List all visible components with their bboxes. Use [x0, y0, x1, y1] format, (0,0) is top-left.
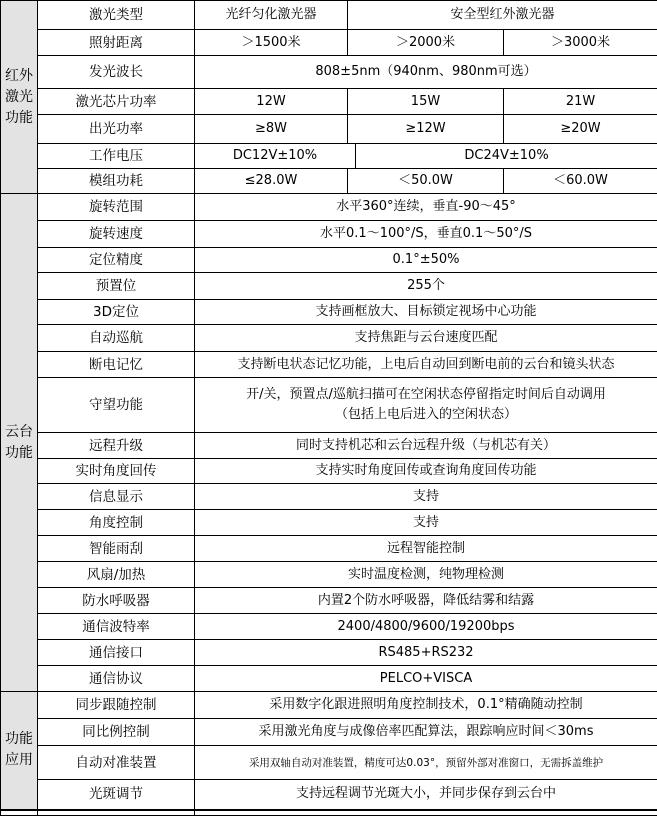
cell-value: 21W [504, 89, 657, 115]
row-label: 激光芯片功率 [38, 89, 195, 115]
table-bottom-edge [1, 810, 657, 816]
row-label: 通信协议 [38, 666, 195, 692]
row-label: 旋转速度 [38, 221, 195, 248]
cell-value: 水平0.1～100°/S，垂直0.1～50°/S [195, 221, 657, 248]
row-label: 角度控制 [38, 510, 195, 536]
row-label: 远程升级 [38, 433, 195, 459]
row-proportional [1, 719, 657, 746]
row-spot-adjust [1, 780, 657, 810]
row-label: 通信波特率 [38, 614, 195, 640]
cell-value: 支持焦距与云台速度匹配 [195, 325, 657, 352]
row-guard [1, 378, 657, 433]
cell-value: 内置2个防水呼吸器，降低结雾和结露 [195, 588, 657, 614]
cell-value: 远程智能控制 [195, 536, 657, 562]
row-distance [1, 30, 657, 56]
cell-value: 支持实时角度回传或查询角度回传功能 [195, 459, 657, 484]
cell-value: 支持画框放大、目标锁定视场中心功能 [195, 300, 657, 325]
cell-value: 采用数字化跟进照明角度控制技术，0.1°精确随动控制 [195, 692, 657, 719]
row-fan-heat [1, 562, 657, 588]
cell-value: ＞1500米 [195, 30, 348, 56]
row-label: 同比例控制 [38, 719, 195, 746]
row-label: 激光类型 [38, 1, 195, 30]
row-label: 3D定位 [38, 300, 195, 325]
row-presets [1, 273, 657, 300]
row-wavelength [1, 56, 657, 89]
row-sync-follow [1, 692, 657, 719]
cell-value: ＞2000米 [348, 30, 504, 56]
cell-value: 支持远程调节光斑大小，并同步保存到云台中 [195, 780, 657, 810]
table-edge-cell [38, 810, 195, 816]
row-auto-cruise [1, 325, 657, 352]
row-label: 风扇/加热 [38, 562, 195, 588]
row-interface [1, 640, 657, 666]
row-rotation-speed [1, 221, 657, 248]
cell-value: 支持 [195, 484, 657, 510]
row-label: 信息显示 [38, 484, 195, 510]
cell-value: ≥8W [195, 115, 348, 144]
row-angle-control [1, 510, 657, 536]
row-3d-positioning [1, 300, 657, 325]
row-baud [1, 614, 657, 640]
section-infrared-label: 红外激光功能 [1, 1, 38, 194]
cell-value: 同时支持机芯和云台远程升级（与机芯有关） [195, 433, 657, 459]
cell-value: 采用激光角度与成像倍率匹配算法，跟踪响应时间＜30ms [195, 719, 657, 746]
row-label: 守望功能 [38, 378, 195, 433]
row-angle-feedback [1, 459, 657, 484]
row-label: 实时角度回传 [38, 459, 195, 484]
row-output-power [1, 115, 657, 144]
cell-value: ≥20W [504, 115, 657, 144]
cell-value: 采用双轴自动对准装置，精度可达0.03°，预留外部对准窗口，无需拆盖维护 [195, 746, 657, 780]
cell-value: ＜60.0W [504, 169, 657, 194]
row-auto-align [1, 746, 657, 780]
row-laser-type [1, 1, 657, 30]
cell-value: ≤28.0W [195, 169, 348, 194]
cell-value [195, 378, 657, 433]
cell-value: 2400/4800/9600/19200bps [195, 614, 657, 640]
row-label: 定位精度 [38, 248, 195, 273]
cell-value: PELCO+VISCA [195, 666, 657, 692]
row-power-memory [1, 352, 657, 378]
cell-value: 光纤匀化激光器 [195, 1, 348, 30]
cell-value: 255个 [195, 273, 657, 300]
row-precision [1, 248, 657, 273]
row-label: 自动巡航 [38, 325, 195, 352]
row-label: 预置位 [38, 273, 195, 300]
row-rotation-range [1, 194, 657, 221]
guard-line-2: （包括上电后进入的空闲状态） [335, 407, 518, 422]
cell-value: 水平360°连续，垂直-90～45° [195, 194, 657, 221]
row-label: 模组功耗 [38, 169, 195, 194]
row-protocol [1, 666, 657, 692]
row-wiper [1, 536, 657, 562]
table-edge-cell [1, 810, 38, 816]
row-label: 出光功率 [38, 115, 195, 144]
section-ptz-label: 云台功能 [1, 194, 38, 692]
row-label: 工作电压 [38, 144, 195, 169]
guard-line-1: 开/关，预置点/巡航扫描可在空闲状态停留指定时间后自动调用 [246, 387, 606, 402]
row-label: 通信接口 [38, 640, 195, 666]
cell-value: ＜50.0W [348, 169, 504, 194]
cell-value: 支持断电状态记忆功能，上电后自动回到断电前的云台和镜头状态 [195, 352, 657, 378]
cell-value: 实时温度检测，纯物理检测 [195, 562, 657, 588]
cell-value: 支持 [195, 510, 657, 536]
row-chip-power [1, 89, 657, 115]
cell-value: 安全型红外激光器 [348, 1, 657, 30]
row-label: 自动对准装置 [38, 746, 195, 780]
row-label: 照射距离 [38, 30, 195, 56]
row-info-display [1, 484, 657, 510]
cell-value: 12W [195, 89, 348, 115]
row-label: 智能雨刮 [38, 536, 195, 562]
cell-value: DC24V±10% [356, 144, 657, 169]
cell-value: DC12V±10% [195, 144, 356, 169]
cell-value: 808±5nm（940nm、980nm可选） [195, 56, 657, 89]
row-consumption [1, 169, 657, 194]
row-label: 断电记忆 [38, 352, 195, 378]
row-label: 防水呼吸器 [38, 588, 195, 614]
cell-value: RS485+RS232 [195, 640, 657, 666]
cell-value: ＞3000米 [504, 30, 657, 56]
row-remote-upgrade [1, 433, 657, 459]
row-label: 旋转范围 [38, 194, 195, 221]
cell-value: 15W [348, 89, 504, 115]
table-edge-cell [195, 810, 657, 816]
row-breather [1, 588, 657, 614]
cell-value: ≥12W [348, 115, 504, 144]
row-label: 发光波长 [38, 56, 195, 89]
cell-value: 0.1°±50% [195, 248, 657, 273]
row-voltage [1, 144, 657, 169]
row-label: 同步跟随控制 [38, 692, 195, 719]
row-label: 光斑调节 [38, 780, 195, 810]
section-application-label: 功能应用 [1, 692, 38, 810]
